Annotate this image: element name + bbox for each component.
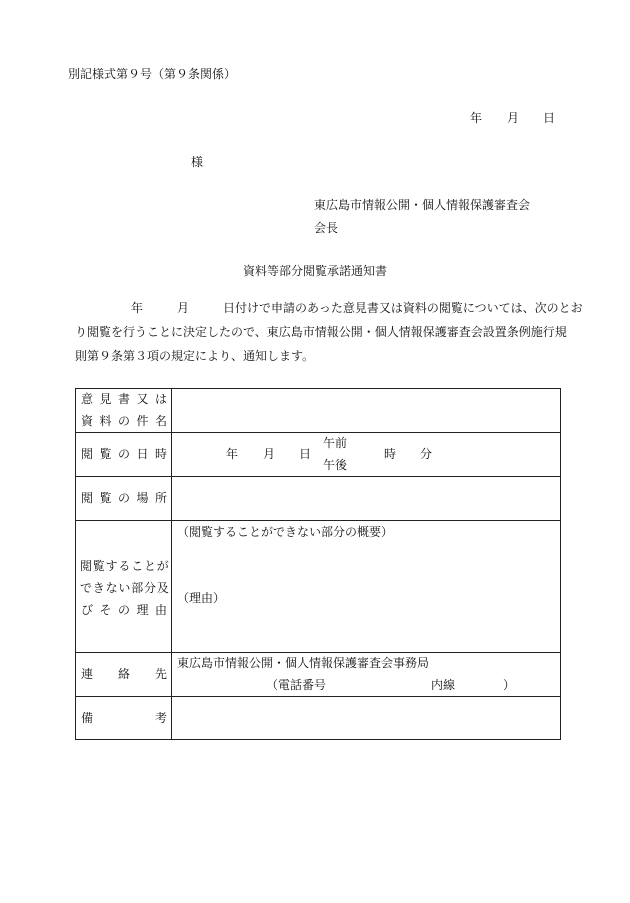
addressee-suffix: 様 bbox=[191, 155, 204, 169]
restricted-summary-label: （閲覧することができない部分の概要） bbox=[177, 525, 394, 539]
date-year-label: 年 bbox=[470, 111, 483, 125]
datetime-year-label: 年 bbox=[226, 447, 239, 461]
notice-paragraph bbox=[75, 296, 583, 368]
row-restricted-label-line-2: できない部分及 bbox=[80, 581, 170, 595]
row-subject-label-line-1: 意 見 書 又 は bbox=[81, 392, 167, 406]
table-border-top bbox=[75, 388, 561, 389]
datetime-day-label: 日 bbox=[299, 447, 312, 461]
datetime-am-label: 午前 bbox=[323, 436, 348, 450]
paragraph-year: 年 bbox=[131, 301, 144, 315]
table-border-right bbox=[560, 388, 561, 740]
datetime-minute-label: 分 bbox=[420, 447, 433, 461]
datetime-pm-label: 午後 bbox=[323, 458, 348, 472]
row-datetime-label: 閲 覧 の 日 時 bbox=[81, 447, 167, 461]
row-contact-label: 連 絡 先 bbox=[81, 667, 167, 681]
paragraph-line-3: 則第９条第３項の規定により、通知します。 bbox=[75, 349, 315, 363]
table-rule bbox=[75, 696, 561, 697]
table-border-left bbox=[75, 388, 76, 740]
date-month-label: 月 bbox=[507, 111, 520, 125]
row-restricted-label-line-3: び そ の 理 由 bbox=[81, 603, 167, 617]
paragraph-line-1 bbox=[75, 296, 583, 320]
contact-extension-label: 内線 bbox=[431, 678, 456, 692]
form-number-label: 別記様式第９号（第９条関係） bbox=[68, 67, 237, 81]
date-day-label: 日 bbox=[543, 111, 556, 125]
issuer-organization: 東広島市情報公開・個人情報保護審査会 bbox=[314, 198, 531, 212]
table-rule bbox=[75, 520, 561, 521]
table-rule bbox=[75, 476, 561, 477]
paragraph-line-2: り閲覧を行うことに決定したので、東広島市情報公開・個人情報保護審査会設置条例施行規 bbox=[75, 325, 567, 339]
row-restricted-label-line-1: 閲覧することが bbox=[80, 559, 170, 573]
datetime-month-label: 月 bbox=[263, 447, 276, 461]
restricted-reason-label: （理由） bbox=[177, 591, 226, 605]
table-rule bbox=[75, 432, 561, 433]
paragraph-line-1-text: 日付けで申請のあった意見書又は資料の閲覧については、次のとお bbox=[223, 301, 583, 315]
paragraph-month: 月 bbox=[177, 301, 190, 315]
row-subject-label-line-2: 資 料 の 件 名 bbox=[81, 414, 167, 428]
table-rule bbox=[75, 652, 561, 653]
table-border-bottom bbox=[75, 739, 561, 740]
contact-phone-close: ） bbox=[503, 678, 516, 692]
issuer-title: 会長 bbox=[314, 221, 339, 235]
row-remarks-label: 備 考 bbox=[81, 711, 167, 725]
datetime-hour-label: 時 bbox=[384, 447, 397, 461]
table-column-divider bbox=[171, 388, 172, 740]
contact-office-name: 東広島市情報公開・個人情報保護審査会事務局 bbox=[177, 656, 430, 670]
contact-phone-open: （電話番号 bbox=[266, 678, 327, 692]
row-place-label: 閲 覧 の 場 所 bbox=[81, 491, 167, 505]
document-title: 資料等部分閲覧承諾通知書 bbox=[243, 264, 388, 278]
